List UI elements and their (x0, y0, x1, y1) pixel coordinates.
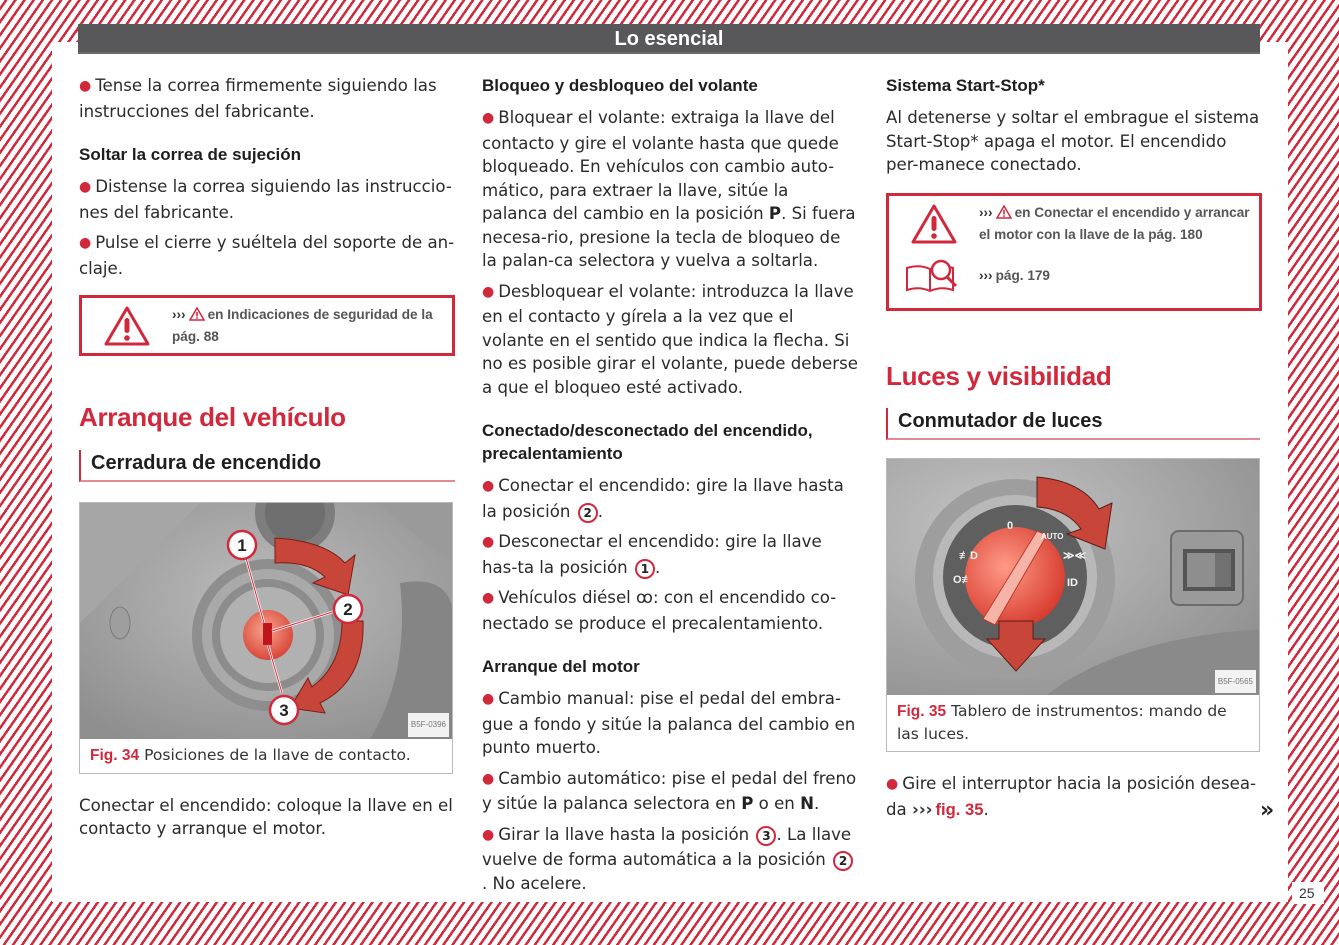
svg-text:ID: ID (1067, 577, 1078, 589)
bullet-icon: ● (79, 179, 92, 195)
svg-text:≢D: ≢D (959, 550, 978, 562)
subheading-engine-start: Arranque del motor (482, 657, 640, 676)
bullet-icon: ● (482, 691, 495, 707)
glow-plug-icon: ꝏ (636, 588, 653, 607)
subheading-start-stop: Sistema Start-Stop* (886, 76, 1045, 95)
position-2-badge: 2 (578, 503, 598, 523)
list-item: ● Cambio automático: pise el pedal del freno y sitúe la palanca selectora en P o en N. (482, 768, 857, 813)
bullet-icon: ● (886, 776, 899, 792)
page-number: 25 (1299, 885, 1315, 901)
list-item: ● Desconectar el encendido: gire la llave has-ta la posición 1 . (482, 532, 822, 577)
svg-text:≫≪: ≫≪ (1063, 550, 1087, 562)
column-1 (79, 74, 455, 841)
list-item: ● Gire el interruptor hacia la posición desea-da ››› fig. 35. (886, 774, 1257, 819)
figure-34 (79, 502, 453, 774)
position-2-badge: 2 (833, 851, 853, 871)
figure-caption: Fig. 34 Posiciones de la llave de contacto. (90, 745, 411, 764)
svg-text:O≢: O≢ (953, 574, 973, 586)
paragraph-start-stop: Al detenerse y soltar el embrague el sistema Start-Stop* apaga el motor. El encendido per-manece conectado. (886, 108, 1260, 174)
list-item: ● Bloquear el volante: extraiga la llave del contacto y gire el volante hasta que quede bloqueado. En vehículos con cambio auto-mático, para extraer la llave, sitúe la palanca del cambio en la posición P. Si fuera necesa-rio, presione la tecla de bloqueo de la palan-ca selectora y vuelva a soltarla. (482, 108, 856, 270)
column-2 (482, 74, 858, 902)
page-reference-link[interactable]: ››› pág. 179 (979, 267, 1050, 283)
list-item: ● Distense la correa siguiendo las instruccio-nes del fabricante. (79, 177, 452, 222)
svg-text:AUTO: AUTO (1041, 532, 1064, 541)
svg-text:1: 1 (237, 535, 247, 555)
subheading-ignition: Conectado/desconectado del encendido, precalentamiento (482, 421, 813, 463)
figure-35 (886, 458, 1260, 752)
ignition-lock-illustration (80, 503, 452, 739)
figure-35-link[interactable]: ››› fig. 35 (911, 799, 984, 819)
column-3 (886, 74, 1262, 828)
bullet-icon: ● (482, 283, 495, 300)
light-switch-illustration (887, 459, 1259, 695)
svg-text:3: 3 (279, 700, 289, 720)
subheading-steering-lock: Bloqueo y desbloqueo del volante (482, 76, 758, 95)
bullet-icon: ● (79, 235, 92, 251)
list-item: ● Tense la correa firmemente siguiendo las instrucciones del fabricante. (79, 76, 437, 121)
book-magnifier-icon (889, 258, 979, 294)
list-item: ● Desbloquear el volante: introduzca la llave en el contacto y gírela a la vez que el volante en el sentido que indica la flecha. Si no es posible girar el volante, puede deberse a que el bloqueo esté activado. (482, 281, 858, 397)
position-3-badge: 3 (756, 826, 776, 846)
warning-triangle-icon (889, 203, 979, 245)
list-item: ● Girar la llave hasta la posición 3 . La llave vuelve de forma automática a la posición 2. No acelere. (482, 824, 852, 893)
svg-text:2: 2 (343, 599, 353, 619)
paragraph-ignition: Conectar el encendido: coloque la llave en el contacto y arranque el motor. (79, 795, 453, 838)
chapter-title-arranque: Arranque del vehículo (79, 402, 346, 432)
subheading-release-strap: Soltar la correa de sujeción (79, 145, 302, 164)
warning-link[interactable]: ››› en Conectar el encendido y arrancar el motor con la llave de la pág. 180 (979, 204, 1250, 242)
bullet-icon: ● (482, 110, 495, 126)
list-item: ● Cambio manual: pise el pedal del embra-gue a fondo y sitúe la palanca del cambio en punto muerto. (482, 689, 856, 757)
list-item: ● Pulse el cierre y suéltela del soporte de an-claje. (79, 233, 455, 278)
subsection-title-cerradura: Cerradura de encendido (79, 450, 455, 482)
chapter-title-luces: Luces y visibilidad (886, 360, 1112, 391)
warning-link[interactable]: ››› en Indicaciones de seguridad de la pág. 88 (172, 306, 433, 344)
svg-text:0: 0 (1007, 520, 1014, 532)
bullet-icon: ● (482, 590, 495, 606)
figure-code: B5F-0565 (1215, 670, 1256, 694)
figure-caption: Fig. 35 Tablero de instrumentos: mando de las luces. (897, 702, 1227, 743)
bullet-icon: ● (482, 770, 495, 787)
list-item: ● Conectar el encendido: gire la llave hasta la posición 2 . (482, 476, 844, 521)
subsection-title-conmutador: Conmutador de luces (886, 408, 1260, 440)
warning-box (79, 295, 455, 356)
warning-box (886, 193, 1262, 311)
list-item: ● Vehículos diésel ꝏ: con el encendido co-nectado se produce el precalentamiento. (482, 588, 837, 633)
bullet-icon: ● (482, 534, 495, 550)
warning-small-icon (996, 205, 1012, 225)
bullet-icon: ● (79, 78, 92, 94)
warning-small-icon (189, 307, 205, 327)
section-header: Lo esencial (78, 24, 1260, 54)
figure-code: B5F-0396 (408, 713, 449, 737)
warning-triangle-icon (82, 305, 172, 347)
bullet-icon: ● (482, 826, 495, 843)
position-1-badge: 1 (635, 559, 655, 579)
continue-arrow-icon: » (1260, 798, 1275, 823)
bullet-icon: ● (482, 478, 495, 494)
